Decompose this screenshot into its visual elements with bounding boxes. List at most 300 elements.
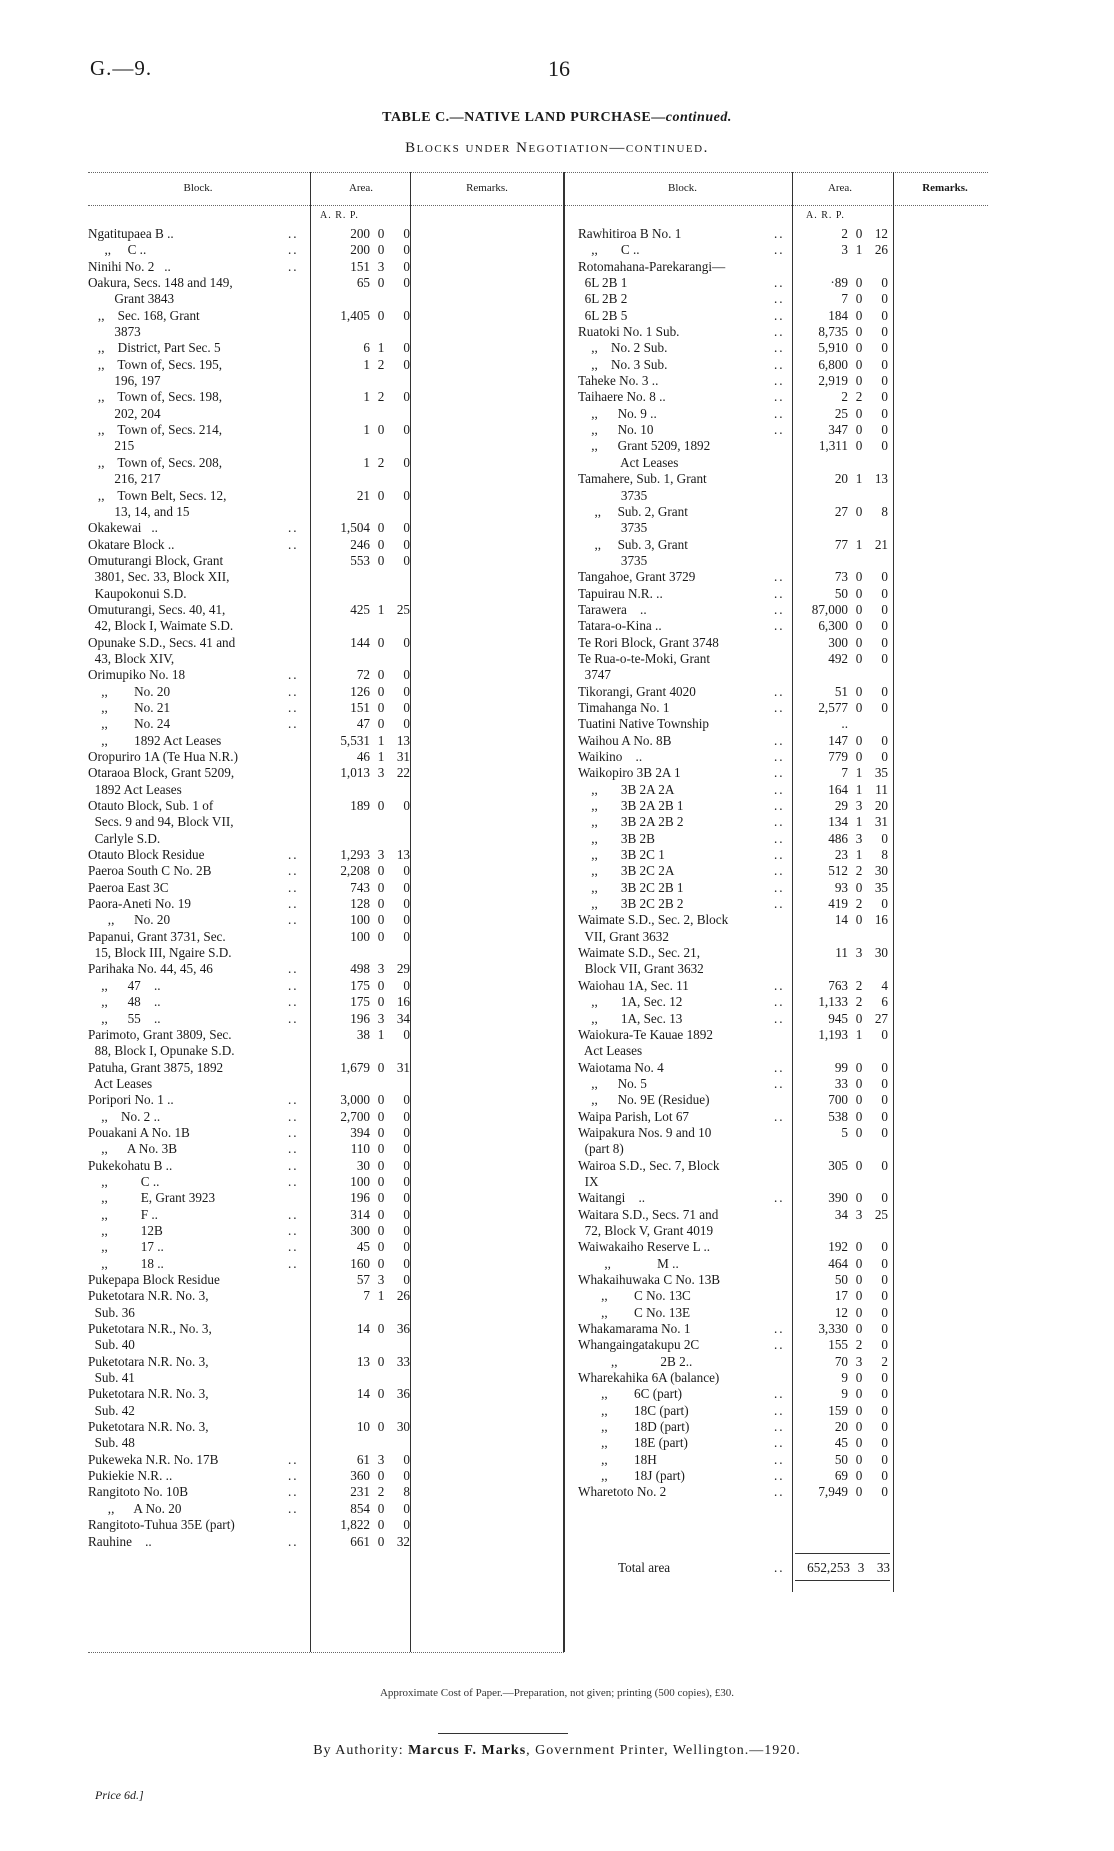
table-row — [88, 1141, 408, 1157]
block-name: ,, A No. 3B — [88, 1141, 178, 1157]
roods: 0 — [855, 1092, 863, 1108]
block-name: Papanui, Grant 3731, Sec. — [88, 928, 226, 944]
acres: 300 — [350, 1222, 370, 1238]
perches: 31 — [396, 749, 410, 764]
acres: 2 — [841, 389, 848, 405]
perches: 31 — [874, 814, 888, 830]
leader-dots: .. — [774, 863, 785, 879]
table-row — [88, 373, 408, 389]
col-remarks-left: Remarks. — [466, 182, 508, 194]
roods: 1 — [855, 1026, 863, 1042]
acres: 13 — [356, 1353, 370, 1369]
roods: 2 — [855, 389, 863, 405]
table-row — [578, 1403, 893, 1419]
total-dots: .. — [774, 1560, 785, 1575]
perches: 2 — [881, 1353, 888, 1369]
acres: 743 — [350, 879, 370, 895]
roods: 1 — [855, 847, 863, 863]
table-row — [578, 765, 893, 781]
acres: 45 — [356, 1239, 370, 1255]
roods: 1 — [377, 340, 385, 356]
table-row — [578, 1337, 893, 1353]
acres: 425 — [350, 601, 370, 617]
roods: 0 — [855, 1435, 863, 1451]
table-row — [578, 488, 893, 504]
perches: 20 — [874, 798, 888, 814]
roods: 0 — [377, 634, 385, 650]
table-row — [88, 733, 408, 749]
acres: 779 — [828, 749, 848, 764]
block-name: Tatara-o-Kina .. — [578, 618, 662, 634]
block-name: ,, C No. 13C — [578, 1288, 691, 1304]
roods: 0 — [855, 912, 863, 928]
roods: 0 — [855, 1321, 863, 1337]
block-name: ,, Grant 5209, 1892 — [578, 438, 711, 454]
col-area-right: Area. — [827, 182, 853, 194]
perches: 0 — [881, 438, 888, 454]
acres: 25 — [834, 405, 848, 421]
title-main: TABLE C.—NATIVE LAND PURCHASE— — [382, 110, 666, 125]
acres: 7 — [841, 765, 848, 781]
left-table-bottom-rule — [88, 1652, 564, 1653]
leader-dots: .. — [288, 536, 299, 552]
table-row — [88, 880, 408, 896]
roods: 0 — [377, 1059, 385, 1075]
acres: 200 — [350, 226, 370, 241]
table-row — [88, 1060, 408, 1076]
perches: 0 — [881, 1321, 888, 1337]
acres: 33 — [834, 1075, 848, 1091]
block-name: ,, 6C (part) — [578, 1386, 683, 1402]
roods: 3 — [855, 945, 863, 961]
block-name: ,, 1892 Act Leases — [88, 732, 222, 748]
table-row — [578, 847, 893, 863]
block-name: ,, 48 .. — [88, 994, 161, 1010]
perches: 0 — [881, 896, 888, 912]
acres: 305 — [828, 1157, 848, 1173]
block-name: Waiohau 1A, Sec. 11 — [578, 977, 689, 993]
acres: 1,013 — [340, 765, 370, 781]
roods: 0 — [377, 1386, 385, 1402]
roods: 1 — [377, 1026, 385, 1042]
table-row — [88, 847, 408, 863]
block-name: 6L 2B 1 — [578, 275, 628, 291]
leader-dots: .. — [288, 863, 299, 879]
leader-dots: .. — [774, 569, 785, 585]
perches: 8 — [881, 503, 888, 519]
acres: 347 — [828, 422, 848, 438]
perches: 26 — [874, 242, 888, 258]
block-name: Tuatini Native Township — [578, 716, 709, 732]
leader-dots: .. — [288, 1222, 299, 1238]
table-row — [88, 831, 408, 847]
roods: 0 — [855, 585, 863, 601]
leader-dots: .. — [288, 1124, 299, 1140]
total-roods: 3 — [857, 1560, 865, 1575]
leader-dots: .. — [288, 667, 299, 683]
table-row — [88, 1386, 408, 1402]
table-row — [578, 569, 893, 585]
leader-dots: .. — [774, 879, 785, 895]
perches: 0 — [881, 1272, 888, 1287]
roods: 0 — [855, 683, 863, 699]
acres: ·89 — [830, 275, 848, 291]
perches: 12 — [874, 226, 888, 241]
table-row — [88, 1534, 408, 1550]
table-row — [578, 1125, 893, 1141]
acres: 498 — [350, 961, 370, 977]
acres: 9 — [841, 1386, 848, 1402]
roods: 0 — [855, 1108, 863, 1124]
acres: 6 — [363, 340, 370, 356]
table-row — [88, 700, 408, 716]
block-name: ,, No. 24 — [88, 716, 171, 732]
block-name: Rotomahana-Parekarangi— — [578, 258, 726, 274]
arp-header-right: A. R. P. — [806, 210, 845, 221]
roods: 0 — [855, 1075, 863, 1091]
perches: 0 — [881, 356, 888, 372]
acres: 164 — [828, 781, 848, 797]
block-name: Carlyle S.D. — [88, 830, 161, 846]
roods: 0 — [855, 1370, 863, 1386]
perches: 0 — [403, 242, 410, 258]
acres: 2,919 — [818, 373, 848, 389]
acres: 17 — [834, 1288, 848, 1304]
acres: 3,330 — [818, 1321, 848, 1337]
block-name: Otauto Block, Sub. 1 of — [88, 798, 214, 814]
perches: 35 — [874, 765, 888, 781]
acres: 155 — [828, 1337, 848, 1353]
perches: 36 — [396, 1386, 410, 1402]
perches: 0 — [881, 275, 888, 291]
table-row — [578, 406, 893, 422]
col-block-right: Block. — [667, 182, 698, 194]
table-row — [578, 651, 893, 667]
table-row — [88, 242, 408, 258]
roods: 0 — [377, 520, 385, 536]
block-name: Te Rori Block, Grant 3748 — [578, 634, 719, 650]
perches: 0 — [403, 1468, 410, 1484]
block-name: Pukeweka N.R. No. 17B — [88, 1451, 219, 1467]
roods: 0 — [855, 422, 863, 438]
acres: 46 — [356, 749, 370, 764]
leader-dots: .. — [774, 814, 785, 830]
table-row — [578, 242, 893, 258]
leader-dots: .. — [288, 520, 299, 536]
acres: 1,822 — [340, 1517, 370, 1533]
block-name: 3735 — [578, 487, 648, 503]
block-name: Rawhitiroa B No. 1 — [578, 226, 682, 241]
block-name: ,, 47 .. — [88, 977, 161, 993]
table-row — [88, 1027, 408, 1043]
table-row — [578, 1256, 893, 1272]
table-row — [578, 1174, 893, 1190]
acres: 7 — [363, 1288, 370, 1304]
perches: 11 — [875, 781, 888, 797]
table-row — [88, 455, 408, 471]
acres: 9 — [841, 1370, 848, 1386]
acres: 200 — [350, 242, 370, 258]
roods: 0 — [855, 503, 863, 519]
roods: 0 — [855, 749, 863, 764]
perches: 0 — [881, 1157, 888, 1173]
perches: 34 — [396, 1010, 410, 1026]
roods: 0 — [377, 536, 385, 552]
block-name: Okakewai .. — [88, 520, 158, 536]
leader-dots: .. — [774, 291, 785, 307]
right-table — [578, 226, 893, 1501]
acres: 196 — [350, 1010, 370, 1026]
roods: 0 — [377, 1173, 385, 1189]
table-row — [88, 1125, 408, 1141]
roods: 0 — [377, 1500, 385, 1516]
block-name: Waiokura-Te Kauae 1892 — [578, 1026, 713, 1042]
roods: 1 — [377, 749, 385, 764]
acres: 51 — [834, 683, 848, 699]
block-name: ,, A No. 20 — [88, 1500, 182, 1516]
table-row — [578, 553, 893, 569]
perches: 30 — [874, 863, 888, 879]
total-row — [578, 1560, 893, 1576]
block-name: Pukekohatu B .. — [88, 1157, 173, 1173]
perches: 16 — [874, 912, 888, 928]
acres: 38 — [356, 1026, 370, 1042]
acres: 1 — [363, 454, 370, 470]
roods: 0 — [855, 356, 863, 372]
perches: 0 — [881, 1108, 888, 1124]
leader-dots: .. — [774, 781, 785, 797]
roods: 0 — [377, 716, 385, 732]
table-row — [578, 994, 893, 1010]
table-row — [88, 1484, 408, 1500]
table-row — [578, 275, 893, 291]
block-name: VII, Grant 3632 — [578, 928, 669, 944]
block-name: ,, 12B — [88, 1222, 163, 1238]
table-row — [578, 700, 893, 716]
leader-dots: .. — [774, 896, 785, 912]
table-row — [88, 340, 408, 356]
table-row — [88, 1305, 408, 1321]
acres: 196 — [350, 1190, 370, 1206]
leader-dots: .. — [288, 879, 299, 895]
block-name: Act Leases — [578, 454, 679, 470]
roods: 1 — [855, 781, 863, 797]
acres: 69 — [834, 1468, 848, 1484]
roods: 2 — [855, 977, 863, 993]
block-name: 196, 197 — [88, 373, 161, 389]
table-row — [88, 1223, 408, 1239]
block-name: Paeroa East 3C — [88, 879, 169, 895]
block-name: Poripori No. 1 .. — [88, 1092, 174, 1108]
block-name: Tikorangi, Grant 4020 — [578, 683, 696, 699]
block-name: ,, 55 .. — [88, 1010, 161, 1026]
block-name: ,, 3B 2C 2A — [578, 863, 675, 879]
block-name: Wairoa S.D., Sec. 7, Block — [578, 1157, 720, 1173]
roods: 0 — [377, 994, 385, 1010]
leader-dots: .. — [288, 1206, 299, 1222]
block-name: Waitangi .. — [578, 1190, 646, 1206]
block-name: 42, Block I, Waimate S.D. — [88, 618, 234, 634]
perches: 13 — [874, 471, 888, 487]
acres: 126 — [350, 683, 370, 699]
title-continued: continued. — [665, 110, 732, 125]
leader-dots: .. — [288, 994, 299, 1010]
roods: 0 — [377, 1157, 385, 1173]
block-name: Pouakani A No. 1B — [88, 1124, 190, 1140]
table-row — [578, 733, 893, 749]
acres: 50 — [834, 585, 848, 601]
leader-dots: .. — [288, 1451, 299, 1467]
acres: 854 — [350, 1500, 370, 1516]
table-row — [88, 1076, 408, 1092]
block-name: Tapuirau N.R. .. — [578, 585, 663, 601]
table-row — [88, 586, 408, 602]
perches: 0 — [881, 1304, 888, 1320]
leader-dots: .. — [774, 749, 785, 764]
perches: 0 — [881, 1124, 888, 1140]
total-top-rule — [795, 1553, 890, 1554]
acres: 1 — [363, 356, 370, 372]
acres: 7,949 — [818, 1484, 848, 1500]
leader-dots: .. — [288, 226, 299, 241]
leader-dots: .. — [288, 699, 299, 715]
block-name: Puketotara N.R., No. 3, — [88, 1321, 212, 1337]
block-name: Whakamarama No. 1 — [578, 1321, 691, 1337]
roods: 0 — [855, 1304, 863, 1320]
block-name: Otauto Block Residue — [88, 847, 205, 863]
table-row — [88, 716, 408, 732]
table-row — [88, 1174, 408, 1190]
block-name: Pukiekie N.R. .. — [88, 1468, 173, 1484]
table-row — [88, 1272, 408, 1288]
table-row — [578, 324, 893, 340]
perches: 0 — [403, 912, 410, 928]
table-row — [578, 1239, 893, 1255]
acres: 11 — [835, 945, 848, 961]
acres: .. — [841, 716, 848, 732]
perches: 0 — [403, 1517, 410, 1533]
table-row — [578, 831, 893, 847]
acres: 10 — [356, 1419, 370, 1435]
table-row — [88, 1435, 408, 1451]
roods: 0 — [855, 226, 863, 241]
roods: 0 — [377, 1190, 385, 1206]
block-name: Sub. 48 — [88, 1435, 135, 1451]
table-row — [578, 1354, 893, 1370]
leader-dots: .. — [288, 1468, 299, 1484]
roods: 3 — [377, 1451, 385, 1467]
perches: 0 — [403, 634, 410, 650]
block-name: ,, No. 2 .. — [88, 1108, 161, 1124]
total-bottom-rule — [795, 1580, 890, 1581]
leader-dots: .. — [774, 847, 785, 863]
table-row — [88, 389, 408, 405]
leader-dots: .. — [774, 324, 785, 340]
roods: 0 — [377, 1092, 385, 1108]
perches: 0 — [403, 275, 410, 291]
table-row — [578, 1468, 893, 1484]
perches: 0 — [881, 422, 888, 438]
table-row — [578, 1043, 893, 1059]
roods: 0 — [855, 650, 863, 666]
block-name: ,, C No. 13E — [578, 1304, 691, 1320]
table-row — [88, 1207, 408, 1223]
block-name: ,, Town of, Secs. 195, — [88, 356, 222, 372]
table-row — [578, 1207, 893, 1223]
table-row — [88, 814, 408, 830]
arp-header-left: A. R. P. — [320, 210, 359, 221]
acres: 486 — [828, 830, 848, 846]
roods: 0 — [855, 1255, 863, 1271]
table-row — [578, 945, 893, 961]
roods: 1 — [377, 732, 385, 748]
leader-dots: .. — [774, 1321, 785, 1337]
block-name: Waimate S.D., Sec. 2, Block — [578, 912, 729, 928]
perches: 0 — [403, 1108, 410, 1124]
table-row — [578, 1190, 893, 1206]
acres: 1,504 — [340, 520, 370, 536]
block-name: ,, 17 .. — [88, 1239, 164, 1255]
roods: 0 — [377, 275, 385, 291]
table-row — [578, 1452, 893, 1468]
leader-dots: .. — [774, 977, 785, 993]
roods: 0 — [855, 879, 863, 895]
acres: 151 — [350, 258, 370, 274]
acres: 128 — [350, 896, 370, 912]
perches: 0 — [403, 389, 410, 405]
acres: 390 — [828, 1190, 848, 1206]
roods: 0 — [377, 1419, 385, 1435]
perches: 0 — [881, 340, 888, 356]
table-row — [88, 1109, 408, 1125]
roods: 0 — [855, 1190, 863, 1206]
roods: 0 — [377, 226, 385, 241]
table-row — [88, 1011, 408, 1027]
perches: 25 — [396, 601, 410, 617]
table-row — [88, 291, 408, 307]
imprint-suffix: , Government Printer, Wellington.—1920. — [526, 1743, 801, 1758]
perches: 0 — [403, 1026, 410, 1042]
table-row — [578, 978, 893, 994]
table-row — [88, 667, 408, 683]
acres: 360 — [350, 1468, 370, 1484]
roods: 0 — [855, 324, 863, 340]
leader-dots: .. — [774, 1435, 785, 1451]
table-row — [578, 618, 893, 634]
block-name: Orimupiko No. 18 — [88, 667, 186, 683]
roods: 1 — [855, 242, 863, 258]
block-name: ,, 18D (part) — [578, 1419, 690, 1435]
table-row — [578, 520, 893, 536]
roods: 0 — [855, 732, 863, 748]
acres: 5,531 — [340, 732, 370, 748]
leader-dots: .. — [774, 1468, 785, 1484]
col-block-left: Block. — [183, 182, 213, 194]
leader-dots: .. — [774, 765, 785, 781]
table-row — [88, 978, 408, 994]
block-name: Waitara S.D., Secs. 71 and — [578, 1206, 719, 1222]
perches: 0 — [881, 1026, 888, 1042]
block-name: Rangitoto No. 10B — [88, 1484, 189, 1500]
roods: 0 — [855, 1402, 863, 1418]
block-name: Grant 3843 — [88, 291, 175, 307]
leader-dots: .. — [288, 1173, 299, 1189]
block-name: Act Leases — [88, 1075, 153, 1091]
perches: 0 — [881, 307, 888, 323]
acres: 110 — [350, 1141, 370, 1157]
block-name: ,, 18C (part) — [578, 1402, 689, 1418]
roods: 0 — [855, 405, 863, 421]
